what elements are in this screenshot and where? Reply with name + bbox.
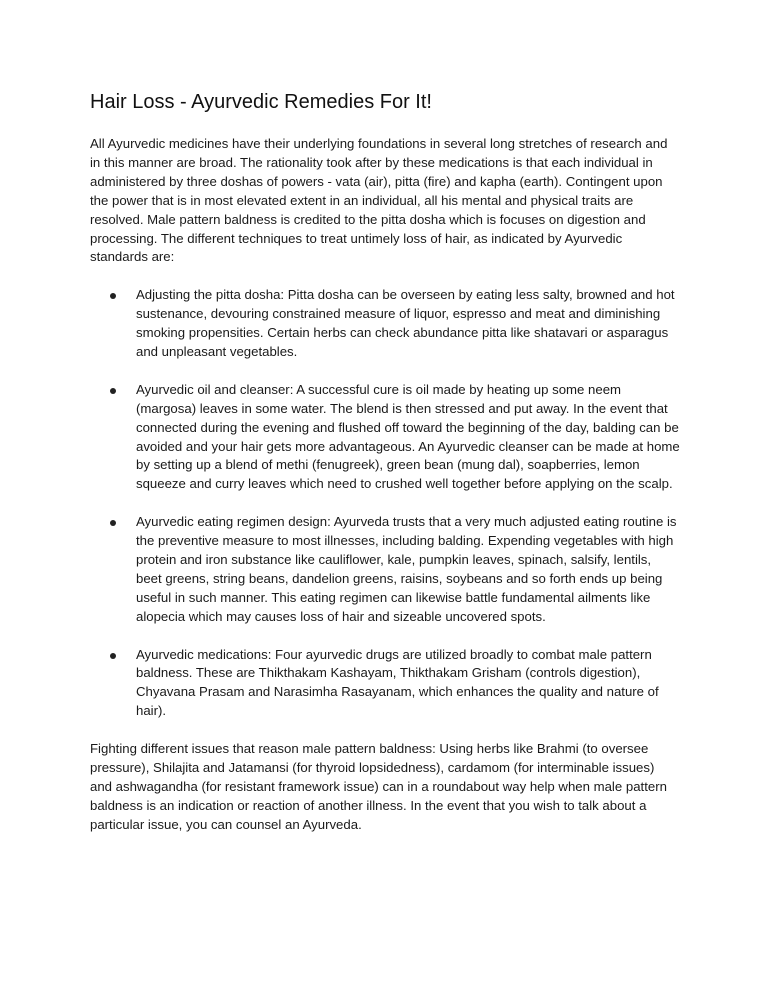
bullet-icon	[110, 520, 116, 526]
list-item-text: Ayurvedic oil and cleanser: A successful cure is oil made by heating up some neem (margosa) leaves in some water. The blend is then stressed and put away. In the event that connected during the evening and flushed off toward the beginning of the day, balding can be avoided and your hair gets more advantageous. An Ayurvedic cleanser can be made at home by setting up a blend of methi (fenugreek), green bean (mung dal), soapberries, lemon squeeze and curry leaves which need to crushed well together before applying on the scalp.	[136, 381, 680, 492]
bullet-icon	[110, 388, 116, 394]
bullet-icon	[110, 293, 116, 299]
bullet-icon	[110, 653, 116, 659]
list-item-text: Adjusting the pitta dosha: Pitta dosha can be overseen by eating less salty, browned and hot sustenance, devouring constrained measure of liquor, espresso and meat and diminishing smoking propensities. Certain herbs can check abundance pitta like shatavari or asparagus and unpleasant vegetables.	[136, 287, 675, 360]
list-item-text: Ayurvedic medications: Four ayurvedic drugs are utilized broadly to combat male pattern baldness. These are Thikthakam Kashayam, Thikthakam Grisham (controls digestion), Chyavana Prasam and Narasimha Rasayanam, which enhances the quality and nature of hair).	[136, 646, 659, 719]
remedies-list	[90, 286, 680, 721]
list-item	[90, 646, 680, 722]
list-item	[90, 286, 680, 362]
list-item	[90, 513, 680, 626]
document-body	[90, 88, 680, 835]
closing-paragraph: Fighting different issues that reason male pattern baldness: Using herbs like Brahmi (to oversee pressure), Shilajita and Jatamansi (for thyroid lopsidedness), cardamom (for interminable issues) and ashwagandha (for resistant framework issue) can in a roundabout way help when male pattern baldness is an indication or reaction of another illness. In the event that you wish to talk about a particular issue, you can counsel an Ayurveda.	[90, 741, 667, 832]
document-title: Hair Loss - Ayurvedic Remedies For It!	[90, 91, 432, 113]
list-item-text: Ayurvedic eating regimen design: Ayurveda trusts that a very much adjusted eating routine is the preventive measure to most illnesses, including balding. Expending vegetables with high protein and iron substance like cauliflower, kale, pumpkin leaves, spinach, salsify, lentils, beet greens, string beans, dandelion greens, raisins, soybeans and so forth ends up being useful in such manner. This eating regimen can likewise battle fundamental ailments like alopecia which may causes loss of hair and sizeable uncovered spots.	[136, 514, 677, 624]
list-item	[90, 381, 680, 494]
intro-paragraph: All Ayurvedic medicines have their underlying foundations in several long stretches of research and in this manner are broad. The rationality took after by these medications is that each individual in administered by three doshas of powers - vata (air), pitta (fire) and kapha (earth). Contingent upon the power that is in most elevated extent in an individual, all his mental and physical traits are resolved. Male pattern baldness is credited to the pitta dosha which is focuses on digestion and processing. The different techniques to treat untimely loss of hair, as indicated by Ayurvedic standards are:	[90, 136, 668, 265]
